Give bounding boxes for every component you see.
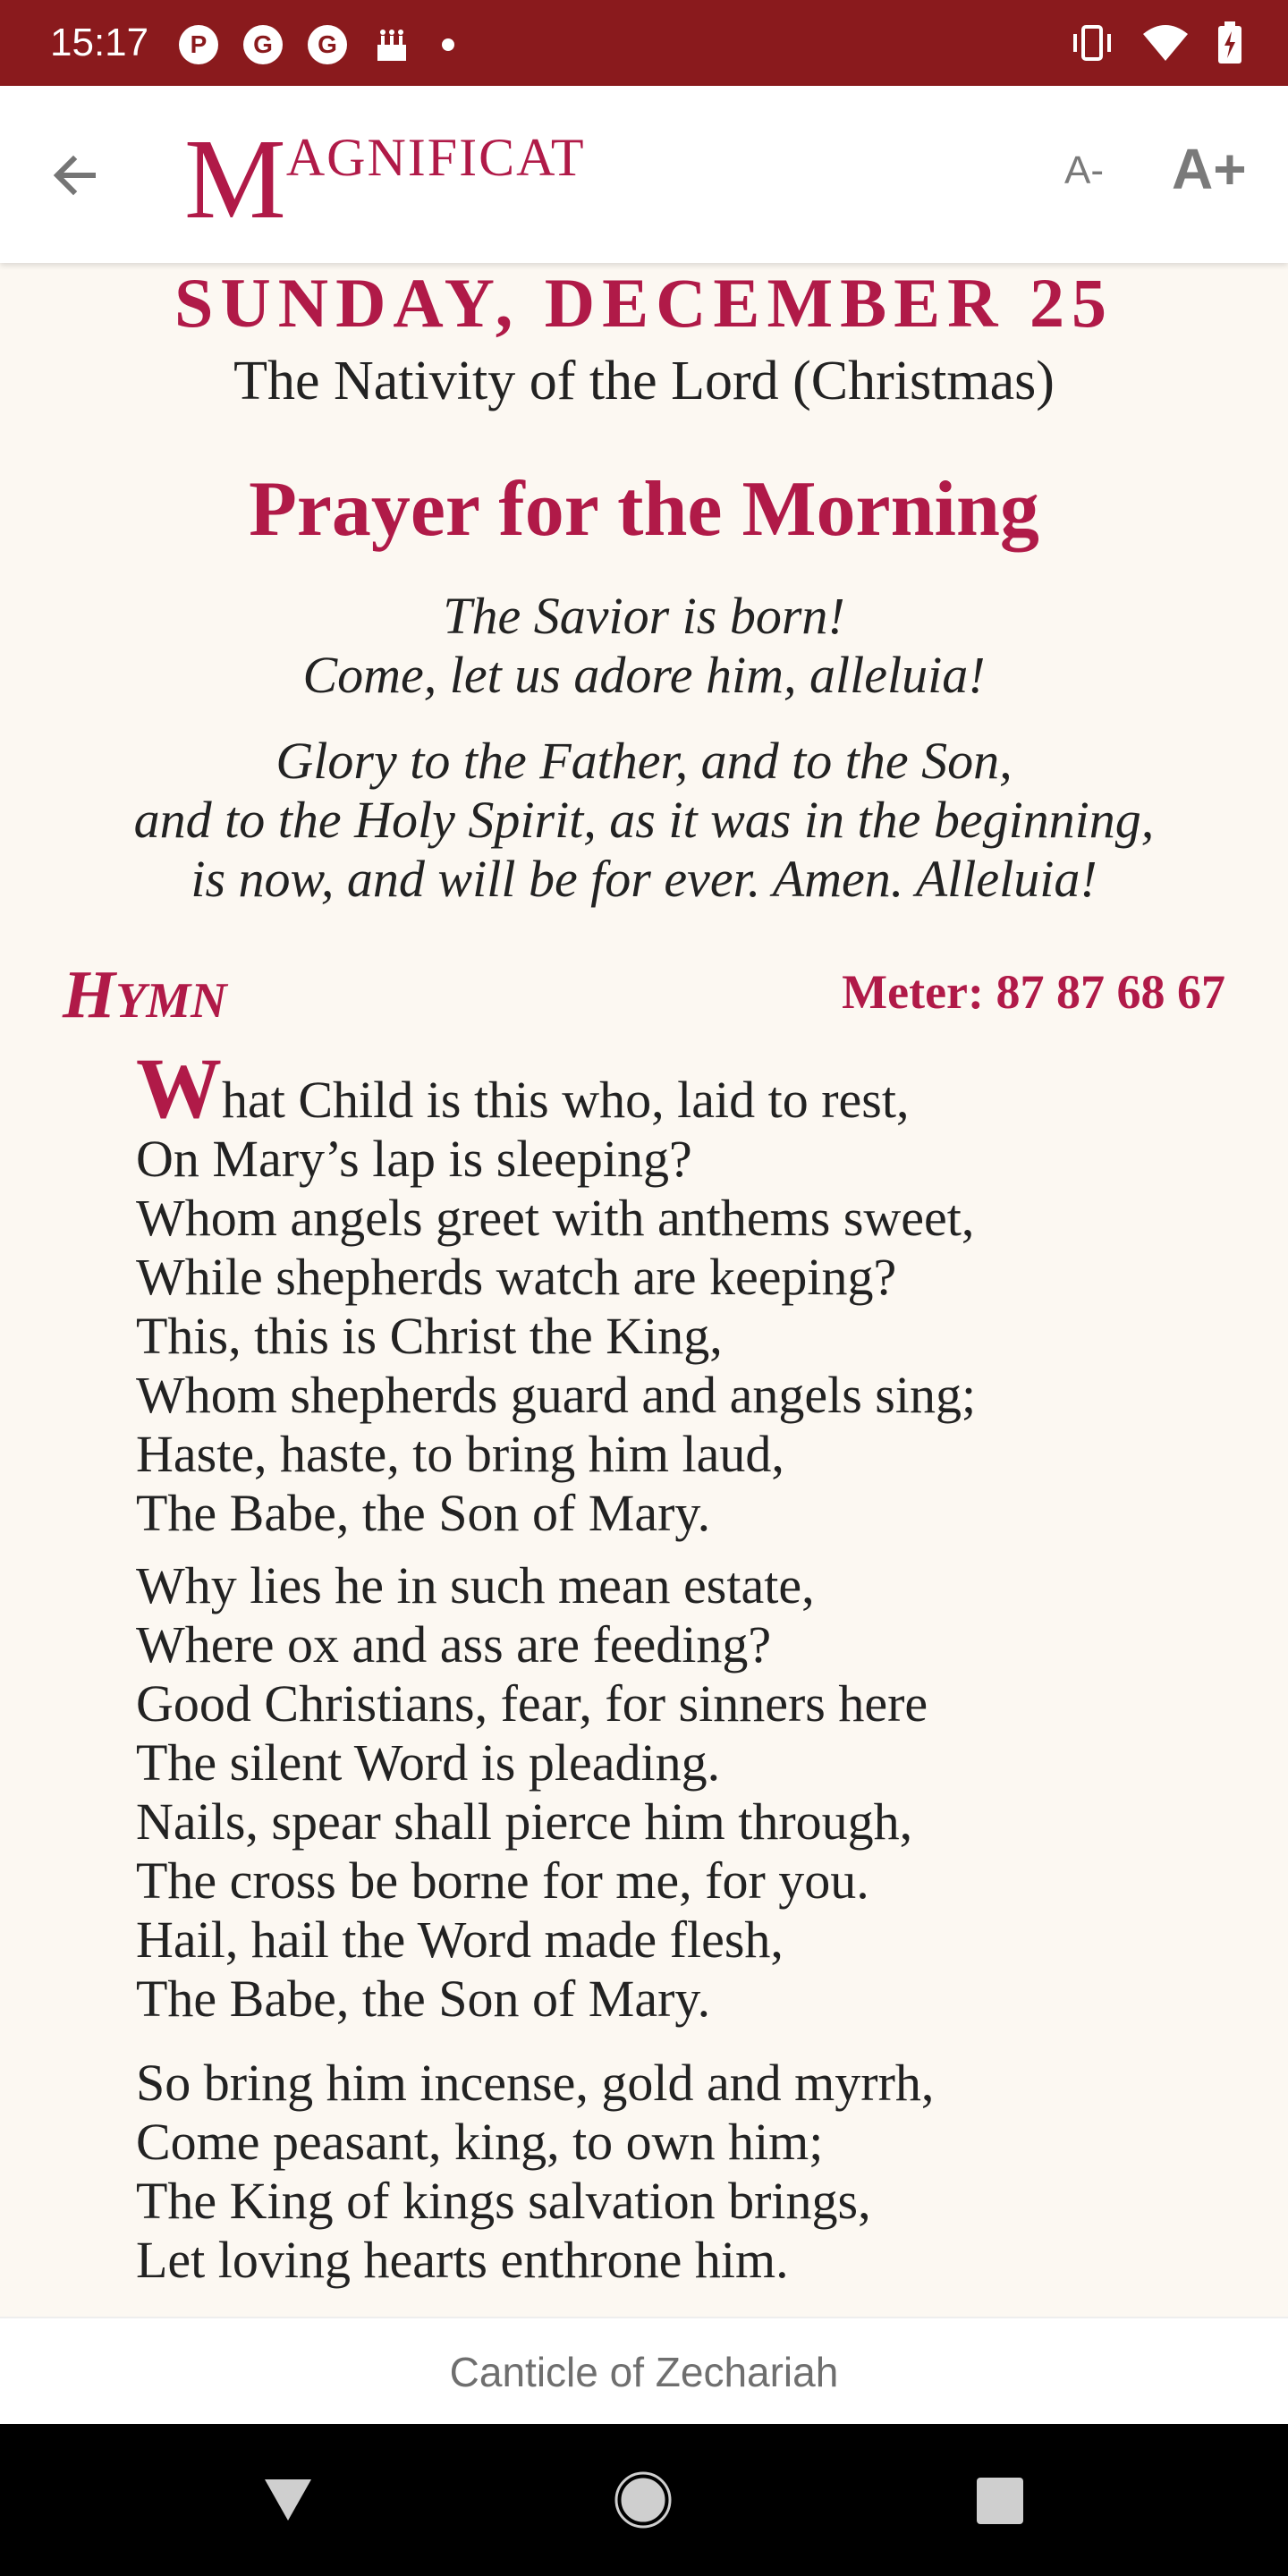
notification-icons	[179, 21, 454, 68]
doxology-line: Glory to the Father, and to the Son,	[275, 732, 1013, 790]
decrease-font-button[interactable]: A-	[1064, 148, 1104, 192]
stanza-line: The cross be borne for me, for you.	[136, 1852, 869, 1910]
stanza-line: So bring him incense, gold and myrrh,	[136, 2054, 935, 2112]
hymn-meter: Meter: 87 87 68 67	[842, 965, 1225, 1019]
stanza-line: The Babe, the Son of Mary.	[136, 1970, 711, 2028]
nav-back-button[interactable]	[259, 2470, 317, 2532]
doxology	[0, 732, 1288, 909]
hymn-stanza-3	[136, 2054, 1245, 2290]
stanza-line: Come peasant, king, to own him;	[136, 2113, 824, 2171]
date-heading: SUNDAY, DECEMBER 25	[174, 264, 1114, 342]
increase-font-button[interactable]: A+	[1172, 137, 1247, 201]
stanza-line: Whom angels greet with anthems sweet,	[136, 1189, 975, 1247]
stanza-line-text: hat Child is this who, laid to rest,	[222, 1071, 910, 1129]
stanza-line: Where ox and ass are feeding?	[136, 1615, 772, 1674]
hymn-label-rest: YMN	[115, 973, 227, 1029]
p-circle-icon: P	[179, 25, 218, 64]
stanza-line: On Mary’s lap is sleeping?	[136, 1130, 692, 1188]
system-nav-bar	[0, 2424, 1288, 2576]
g-circle-icon: G	[243, 25, 283, 64]
stanza-line: Hail, hail the Word made flesh,	[136, 1911, 784, 1969]
hymn-stanza-2	[136, 1556, 1245, 2029]
stanza-line: Haste, haste, to bring him laud,	[136, 1425, 784, 1483]
doxology-line: is now, and will be for ever. Amen. Alleluia!	[191, 850, 1097, 908]
hymn-stanza-1	[136, 1040, 1245, 1543]
nav-home-button[interactable]	[614, 2470, 673, 2534]
antiphon	[0, 587, 1288, 705]
antiphon-line: Come, let us adore him, alleluia!	[302, 646, 986, 704]
system-icons	[1070, 20, 1243, 66]
wifi-icon	[1141, 23, 1190, 63]
logo-initial: M	[184, 115, 286, 242]
prayer-title: Prayer for the Morning	[249, 466, 1039, 553]
feast-name: The Nativity of the Lord (Christmas)	[233, 351, 1055, 411]
doxology-line: and to the Holy Spirit, as it was in the beginning,	[133, 791, 1155, 849]
stanza-line: Nails, spear shall pierce him through,	[136, 1792, 913, 1851]
hymn-label	[63, 957, 227, 1032]
stanza-line: The Babe, the Son of Mary.	[136, 1484, 711, 1542]
app-bar	[0, 86, 1288, 263]
stanza-line: Whom shepherds guard and angels sing;	[136, 1366, 977, 1424]
vibrate-icon	[1070, 23, 1114, 63]
next-section-button[interactable]	[0, 2317, 1288, 2426]
antiphon-line: The Savior is born!	[443, 587, 845, 645]
stanza-line: While shepherds watch are keeping?	[136, 1248, 897, 1306]
logo-rest: AGNIFICAT	[285, 128, 586, 187]
back-button[interactable]	[43, 143, 107, 208]
status-bar	[0, 0, 1288, 86]
g-circle-icon: G	[308, 25, 347, 64]
cake-icon	[372, 25, 411, 64]
reading-content[interactable]	[0, 263, 1288, 2317]
nav-recents-button[interactable]	[975, 2476, 1025, 2530]
magnificat-logo	[184, 115, 586, 242]
stanza-line: Why lies he in such mean estate,	[136, 1556, 815, 1614]
drop-cap: W	[136, 1040, 222, 1136]
recents-square-icon	[975, 2476, 1025, 2526]
stanza-line: Good Christians, fear, for sinners here	[136, 1674, 928, 1733]
hymn-label-initial: H	[63, 957, 116, 1032]
stanza-line	[136, 1040, 1245, 1136]
back-triangle-icon	[259, 2470, 317, 2528]
dot-icon	[442, 38, 454, 51]
battery-charging-icon	[1216, 21, 1243, 64]
status-time: 15:17	[50, 21, 149, 64]
stanza-line: The King of kings salvation brings,	[136, 2172, 871, 2230]
stanza-line: Let loving hearts enthrone him.	[136, 2231, 789, 2289]
arrow-left-icon	[48, 148, 102, 202]
stanza-line: This, this is Christ the King,	[136, 1307, 723, 1365]
stanza-line: The silent Word is pleading.	[136, 1733, 721, 1792]
home-circle-icon	[614, 2470, 673, 2529]
next-section-label: Canticle of Zechariah	[449, 2349, 839, 2395]
